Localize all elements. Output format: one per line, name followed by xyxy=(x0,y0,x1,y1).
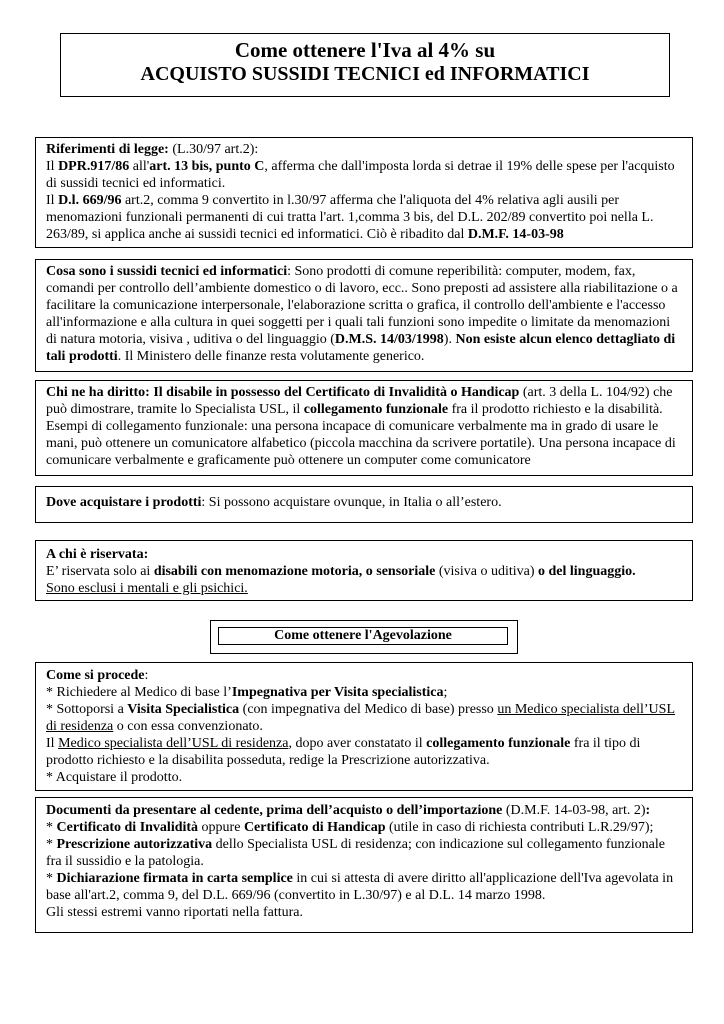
menomazione-motoria: disabili con menomazione motoria, o sensoriale xyxy=(153,564,436,579)
certificato-invalidita: Certificato di Invalidità xyxy=(56,820,199,835)
text: : xyxy=(144,668,149,683)
text: * Richiedere al Medico di base l’ xyxy=(46,685,232,700)
procede-step-2 xyxy=(46,701,683,735)
riservata-heading: A chi è riservata: xyxy=(46,547,149,562)
section-come-si-procede xyxy=(35,662,693,791)
text: E’ riservata solo ai xyxy=(46,564,154,579)
dpr-reference: DPR.917/86 xyxy=(58,159,130,174)
certificato-handicap: Certificato di Handicap xyxy=(243,820,386,835)
section-riferimenti xyxy=(35,137,693,248)
documenti-item-2 xyxy=(46,836,683,870)
dove-paragraph xyxy=(46,494,683,511)
section-cosa-sono xyxy=(35,259,693,372)
text: . Il Ministero delle finanze resta volutamente generico. xyxy=(117,349,425,364)
text: Il xyxy=(46,193,59,208)
text: (art. 3 della L. 104/92) che può dimostrare, tramite lo Specialista USL, il xyxy=(46,385,673,417)
impegnativa: Impegnativa per Visita specialistica xyxy=(231,685,444,700)
visita-specialistica: Visita Specialistica xyxy=(127,702,240,717)
documenti-item-4: Gli stessi estremi vanno riportati nella fattura. xyxy=(46,905,303,920)
agevolazione-title: Come ottenere l'Agevolazione xyxy=(218,627,508,645)
riferimenti-paragraph-2 xyxy=(46,192,683,243)
text: : xyxy=(645,803,651,818)
chi-paragraph xyxy=(46,384,683,469)
section-chi-ne-ha-diritto xyxy=(35,380,693,476)
cosa-paragraph xyxy=(46,263,683,365)
text: (D.M.F. 14-03-98, art. 2) xyxy=(502,803,646,818)
text: * xyxy=(46,820,57,835)
dmf-reference: D.M.F. 14-03-98 xyxy=(467,227,564,242)
riservata-paragraph xyxy=(46,563,683,580)
text: o con essa convenzionato. xyxy=(113,719,263,734)
linguaggio: o del linguaggio. xyxy=(538,564,636,579)
text: fra il tipo di prodotto richiesto e la disabilita posseduta, redige la Prescrizione autorizzativa. xyxy=(46,736,641,768)
procede-heading-line xyxy=(46,667,683,684)
text: art.2, comma 9 convertito in l.30/97 afferma che l'aliquota del 4% relativa agli ausili per menomazioni funzionali permanenti di cui tratta l'art. 1,comma 3 bis, del D.L. 202/89 convertito poi nella L. 263/89, si applica anche ai sussidi tecnici ed informatici. Ciò è ribadito dal xyxy=(46,193,654,242)
text: , dopo aver constatato il xyxy=(288,736,427,751)
riferimenti-heading-line xyxy=(46,141,683,158)
text: ). xyxy=(443,332,456,347)
collegamento-funzionale: collegamento funzionale xyxy=(303,402,449,417)
section-a-chi-riservata xyxy=(35,540,693,601)
collegamento-funzionale: collegamento funzionale xyxy=(426,736,571,751)
text: dello Specialista USL di residenza; con indicazione sul collegamento funzionale fra il sussidio e la patologia. xyxy=(46,837,665,869)
documenti-heading-line xyxy=(46,802,683,819)
prescrizione-autorizzativa: Prescrizione autorizzativa xyxy=(56,837,213,852)
procede-step-4: * Acquistare il prodotto. xyxy=(46,770,183,785)
text: (con impegnativa del Medico di base) presso xyxy=(239,702,498,717)
page-subtitle: ACQUISTO SUSSIDI TECNICI ed INFORMATICI xyxy=(140,63,590,85)
text: in cui si attesta di avere diritto all'applicazione dell'Iva agevolata in base all'art.2, comma 9, del D.L. 669/96 (convertito in L.30/97) e al D.L. 14 marzo 1998. xyxy=(46,871,674,903)
text: ; xyxy=(443,685,448,700)
dms-reference: D.M.S. 14/03/1998 xyxy=(334,332,444,347)
procede-step-3 xyxy=(46,735,683,769)
article-reference: art. 13 bis, punto C xyxy=(149,159,265,174)
text: (utile in caso di richiesta contributi L.R.29/97); xyxy=(385,820,654,835)
chi-heading: Chi ne ha diritto: Il disabile in possesso del Certificato di Invalidità o Handicap xyxy=(46,385,520,400)
esclusi-note: Sono esclusi i mentali e gli psichici. xyxy=(46,581,248,596)
no-list-note: Non esiste alcun elenco dettagliato di tali prodotti xyxy=(46,332,676,364)
text: (visiva o uditiva) xyxy=(435,564,539,579)
text: * xyxy=(46,871,57,886)
riferimenti-paragraph-1 xyxy=(46,158,683,192)
dichiarazione-firmata: Dichiarazione firmata in carta semplice xyxy=(56,871,293,886)
procede-heading: Come si procede xyxy=(46,668,145,683)
text: fra il prodotto richiesto e la disabilità. Esempi di collegamento funzionale: una persona incapace di comunicare verbalmente ma in grado di usare le mani, può ottenere un comunicatore alfabetico (piccola macchina da scrivere portatile). Una persona incapace di comunicare verbalmente e graficamente può ottenere un computer come comunicatore xyxy=(46,402,676,468)
text: , afferma che dall'imposta lorda si detrae il 19% delle spese per l'acquisto di sussidi tecnici ed informatici. xyxy=(46,159,675,191)
dove-heading: Dove acquistare i prodotti xyxy=(46,495,202,510)
cosa-heading: Cosa sono i sussidi tecnici ed informatici xyxy=(46,264,288,279)
dl-reference: D.l. 669/96 xyxy=(58,193,122,208)
documenti-heading: Documenti da presentare al cedente, prima dell’acquisto o dell’importazione xyxy=(46,803,503,818)
text: all' xyxy=(129,159,150,174)
title-box xyxy=(60,33,670,97)
medico-specialista-usl: Medico specialista dell’USL di residenza xyxy=(58,736,289,751)
medico-specialista: un Medico specialista dell’USL di residenza xyxy=(46,702,675,734)
riferimenti-heading: Riferimenti di legge: xyxy=(46,142,169,157)
documenti-item-3 xyxy=(46,870,683,904)
section-documenti xyxy=(35,797,693,933)
riferimenti-heading-rest: (L.30/97 art.2): xyxy=(168,142,259,157)
text: * Sottoporsi a xyxy=(46,702,128,717)
section-dove-acquistare xyxy=(35,486,693,523)
procede-step-1 xyxy=(46,684,683,701)
page-title: Come ottenere l'Iva al 4% su xyxy=(234,38,496,62)
text: Il xyxy=(46,159,59,174)
text: * xyxy=(46,837,57,852)
text: : Sono prodotti di comune reperibilità: computer, modem, fax, comandi per controllo dell’ambiente domestico o di lavoro, ecc.. Sono preposti ad assistere alla riabilitazione o a facilitare la comunicazione interpersonale, l'elaborazione scritta o grafica, il controllo dell'ambiente e l'accesso all'informazione e alla cultura in quei soggetti per i quali tali funzioni sono impedite o limitate da menomazioni di natura motoria, visiva , uditiva o del linguaggio ( xyxy=(46,264,678,347)
documenti-item-1 xyxy=(46,819,683,836)
text: Il xyxy=(46,736,59,751)
text: : Si possono acquistare ovunque, in Italia o all’estero. xyxy=(201,495,502,510)
text: oppure xyxy=(198,820,244,835)
